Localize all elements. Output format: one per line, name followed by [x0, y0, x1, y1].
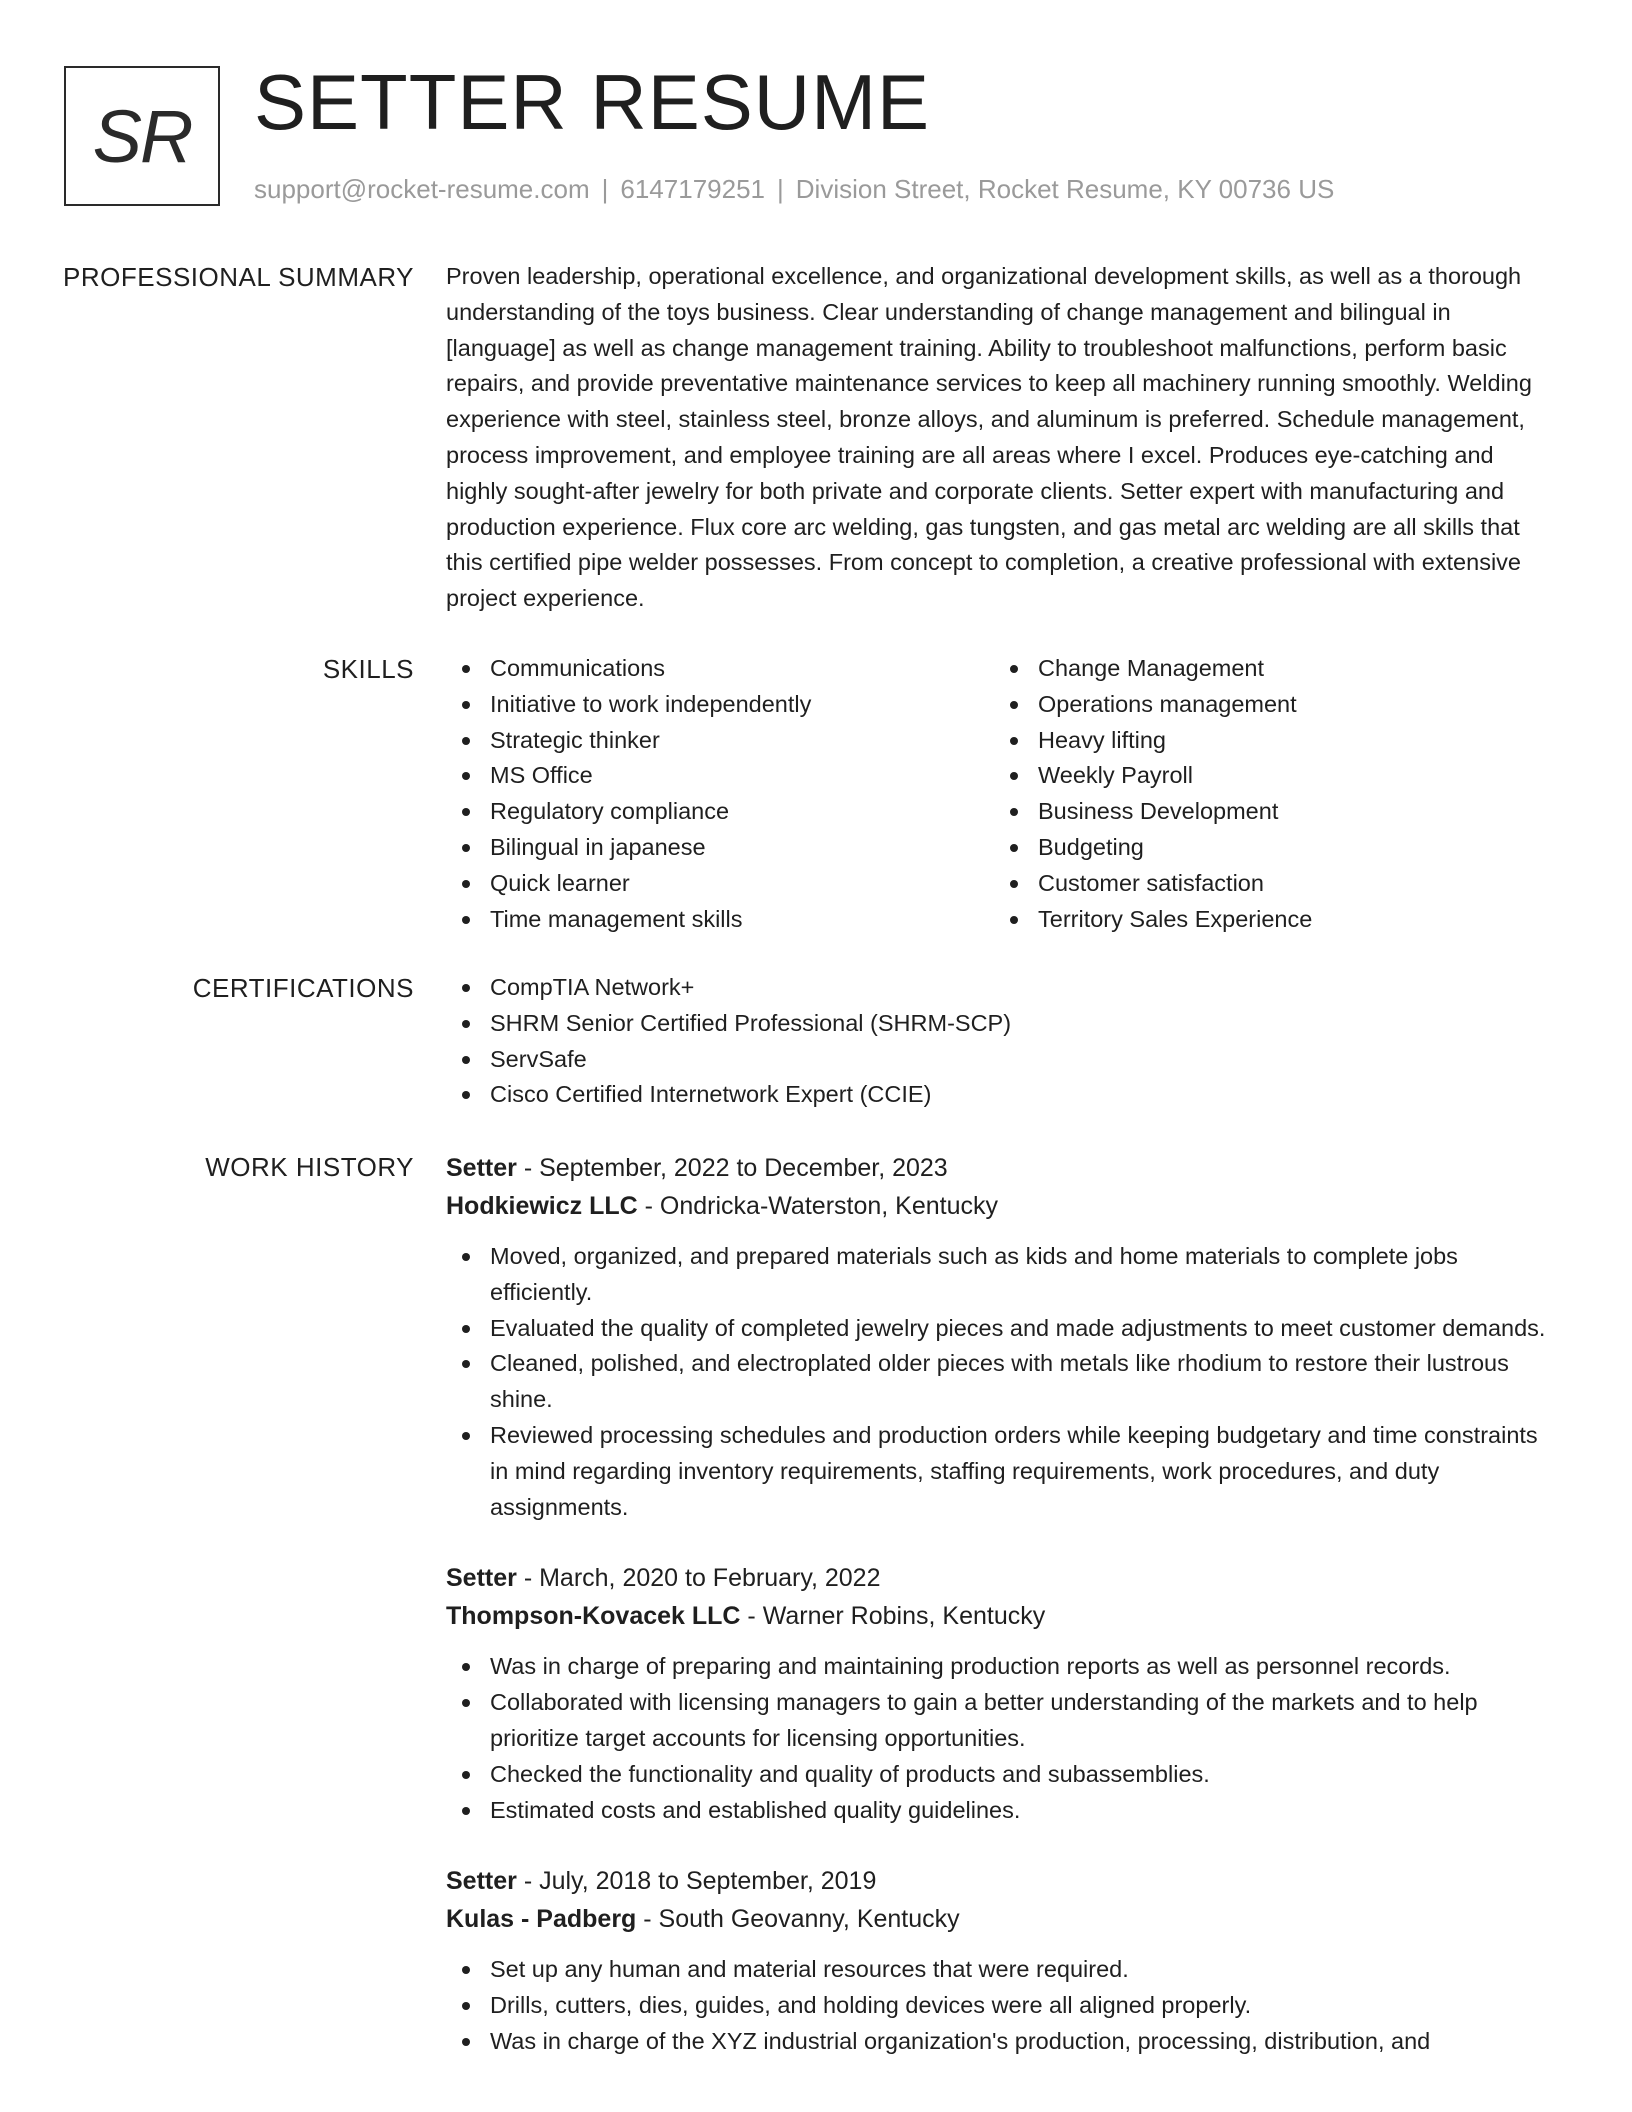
section-title-skills: SKILLS — [322, 654, 414, 684]
skill-item: Operations management — [994, 687, 1542, 723]
skills-list-left — [446, 651, 994, 937]
section-title-work-history: WORK HISTORY — [205, 1152, 414, 1182]
job-title-line: Setter - July, 2018 to September, 2019 — [446, 1867, 877, 1896]
skill-item: Budgeting — [994, 830, 1542, 866]
skill-item: Time management skills — [446, 902, 994, 938]
job-entry — [446, 1559, 1561, 1828]
skill-item: Heavy lifting — [994, 723, 1542, 759]
job-role: Setter — [446, 1154, 517, 1182]
contact-address: Division Street, Rocket Resume, KY 00736 US — [795, 174, 1335, 204]
job-duty: Drills, cutters, dies, guides, and holding devices were all aligned properly. — [446, 1988, 1561, 2024]
job-duties-list — [446, 1239, 1561, 1525]
job-duty: Estimated costs and established quality guidelines. — [446, 1793, 1561, 1829]
job-duty: Was in charge of preparing and maintaining production reports as well as personnel records. — [446, 1649, 1561, 1685]
job-location: South Geovanny, Kentucky — [658, 1905, 960, 1934]
job-duty: Set up any human and material resources that were required. — [446, 1952, 1561, 1988]
skill-item: Change Management — [994, 651, 1542, 687]
skill-item: Quick learner — [446, 866, 994, 902]
job-duty: Collaborated with licensing managers to gain a better understanding of the markets and to help prioritize target accounts for licensing opportunities. — [446, 1685, 1561, 1757]
monogram-logo: SR — [64, 66, 220, 206]
skill-item: Business Development — [994, 794, 1542, 830]
job-duties-list — [446, 1952, 1561, 2059]
job-title-line: Setter - March, 2020 to February, 2022 — [446, 1564, 881, 1593]
job-duty: Was in charge of the XYZ industrial organization's production, processing, distribution, and — [446, 2024, 1561, 2060]
skill-item: MS Office — [446, 758, 994, 794]
skill-item: Territory Sales Experience — [994, 902, 1542, 938]
contact-email[interactable]: support@rocket-resume.com — [254, 174, 590, 204]
job-company: Hodkiewicz LLC — [446, 1192, 638, 1220]
job-duty: Cleaned, polished, and electroplated older pieces with metals like rhodium to restore their lustrous shine. — [446, 1346, 1561, 1418]
certification-item: CompTIA Network+ — [446, 970, 1561, 1006]
job-dates: September, 2022 to December, 2023 — [539, 1154, 948, 1182]
contact-line — [254, 174, 1334, 205]
job-entry — [446, 1862, 1561, 2059]
job-company: Kulas - Padberg — [446, 1905, 637, 1934]
resume-name: SETTER RESUME — [254, 58, 931, 146]
job-dates: March, 2020 to February, 2022 — [539, 1564, 881, 1593]
section-title-summary: PROFESSIONAL SUMMARY — [63, 262, 414, 292]
skill-item: Bilingual in japanese — [446, 830, 994, 866]
job-title-line: Setter - September, 2022 to December, 2023 — [446, 1154, 948, 1182]
job-company-line: Kulas - Padberg - South Geovanny, Kentucky — [446, 1905, 960, 1934]
skill-item: Initiative to work independently — [446, 687, 994, 723]
job-location: Ondricka-Waterston, Kentucky — [659, 1192, 998, 1220]
skills-list-right — [994, 651, 1542, 937]
skill-item: Regulatory compliance — [446, 794, 994, 830]
job-dates: July, 2018 to September, 2019 — [539, 1867, 877, 1896]
job-role: Setter — [446, 1867, 517, 1896]
summary-text: Proven leadership, operational excellence, and organizational development skills, as well as a thorough understanding of the toys business. Clear understanding of change management and bilingual in [language] as well as change management training. Ability to troubleshoot malfunctions, perform basic repairs, and provide preventative maintenance services to keep all machinery running smoothly. Welding experience with steel, stainless steel, bronze alloys, and aluminum is preferred. Schedule management, process improvement, and employee training are all areas where I excel. Produces eye-catching and highly sought-after jewelry for both private and corporate clients. Setter expert with manufacturing and production experience. Flux core arc welding, gas tungsten, and gas metal arc welding are all skills that this certified pipe welder possesses. From concept to completion, a creative professional with extensive project experience. — [446, 263, 1532, 612]
job-duty: Checked the functionality and quality of products and subassemblies. — [446, 1757, 1561, 1793]
job-role: Setter — [446, 1564, 517, 1593]
job-duty: Reviewed processing schedules and production orders while keeping budgetary and time constraints in mind regarding inventory requirements, staffing requirements, work procedures, and duty assignments. — [446, 1418, 1561, 1525]
certifications-list — [446, 970, 1561, 1113]
skill-item: Strategic thinker — [446, 723, 994, 759]
contact-separator: | — [777, 174, 784, 204]
job-company: Thompson-Kovacek LLC — [446, 1602, 741, 1631]
job-entry — [446, 1149, 1561, 1525]
certification-item: ServSafe — [446, 1042, 1561, 1078]
job-duty: Evaluated the quality of completed jewelry pieces and made adjustments to meet customer demands. — [446, 1311, 1561, 1347]
section-title-certifications: CERTIFICATIONS — [192, 973, 414, 1003]
job-location: Warner Robins, Kentucky — [762, 1602, 1046, 1631]
skill-item: Communications — [446, 651, 994, 687]
job-company-line: Thompson-Kovacek LLC - Warner Robins, Kentucky — [446, 1602, 1046, 1631]
certification-item: Cisco Certified Internetwork Expert (CCIE) — [446, 1077, 1561, 1113]
contact-phone[interactable]: 6147179251 — [620, 174, 765, 204]
certification-item: SHRM Senior Certified Professional (SHRM-SCP) — [446, 1006, 1561, 1042]
skill-item: Customer satisfaction — [994, 866, 1542, 902]
job-duties-list — [446, 1649, 1561, 1828]
skill-item: Weekly Payroll — [994, 758, 1542, 794]
contact-separator: | — [601, 174, 609, 204]
job-company-line: Hodkiewicz LLC - Ondricka-Waterston, Kentucky — [446, 1192, 998, 1220]
job-duty: Moved, organized, and prepared materials such as kids and home materials to complete jobs efficiently. — [446, 1239, 1561, 1311]
